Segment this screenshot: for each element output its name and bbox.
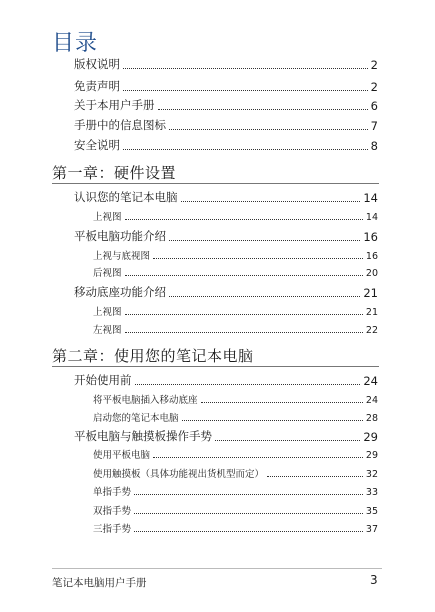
toc-entry-page: 2 — [370, 58, 378, 72]
leader-dots — [201, 402, 363, 403]
toc-entry-page: 21 — [363, 286, 378, 300]
toc-subentry-page: 24 — [365, 395, 378, 406]
toc-entry-page: 14 — [363, 191, 378, 205]
leader-dots — [123, 68, 368, 69]
toc-subentry-label: 启动您的笔记本电脑 — [93, 413, 179, 424]
toc-entry[interactable] — [74, 228, 378, 244]
leader-dots — [134, 494, 363, 495]
toc-subentry[interactable] — [93, 265, 378, 279]
toc-entry-label: 平板电脑功能介绍 — [74, 229, 166, 243]
toc-subentry[interactable] — [93, 322, 378, 336]
toc-subentry[interactable] — [93, 484, 378, 498]
toc-entry-label: 平板电脑与触摸板操作手势 — [74, 429, 212, 443]
toc-entry[interactable] — [74, 117, 378, 133]
leader-dots — [125, 219, 363, 220]
toc-title: 目录 — [52, 31, 99, 56]
leader-dots — [267, 476, 363, 477]
toc-entry[interactable] — [74, 97, 378, 113]
leader-dots — [123, 90, 368, 91]
toc-entry[interactable] — [74, 372, 378, 388]
toc-entry-label: 手册中的信息图标 — [74, 118, 166, 132]
toc-entry[interactable] — [74, 137, 378, 153]
toc-subentry[interactable] — [93, 466, 378, 480]
leader-dots — [153, 457, 363, 458]
leader-dots — [158, 109, 368, 110]
leader-dots — [123, 149, 368, 150]
toc-entry-page: 6 — [370, 99, 378, 113]
toc-entry-label: 关于本用户手册 — [74, 98, 155, 112]
toc-entry[interactable] — [74, 56, 378, 72]
toc-subentry[interactable] — [93, 521, 378, 535]
leader-dots — [169, 296, 360, 297]
toc-entry-label: 认识您的笔记本电脑 — [74, 190, 178, 204]
toc-subentry-label: 将平板电脑插入移动底座 — [93, 395, 198, 406]
toc-subentry-label: 后视图 — [93, 268, 122, 279]
footer-divider — [52, 568, 382, 569]
footer-page-number: 3 — [370, 573, 378, 587]
toc-subentry[interactable] — [93, 503, 378, 517]
toc-entry-page: 16 — [363, 230, 378, 244]
toc-entry[interactable] — [74, 428, 378, 444]
leader-dots — [134, 513, 363, 514]
toc-subentry-label: 上视与底视图 — [93, 251, 151, 262]
toc-subentry[interactable] — [93, 304, 378, 318]
toc-subentry-page: 14 — [365, 212, 378, 223]
toc-subentry-page: 28 — [365, 413, 378, 424]
toc-entry-label: 免责声明 — [74, 79, 120, 93]
leader-dots — [181, 201, 361, 202]
toc-entry-label: 版权说明 — [74, 57, 120, 71]
toc-entry-page: 2 — [370, 80, 378, 94]
toc-subentry-label: 双指手势 — [93, 506, 132, 517]
chapter-divider — [52, 366, 379, 367]
toc-subentry-page: 22 — [365, 325, 378, 336]
toc-subentry-label: 上视图 — [93, 212, 122, 223]
toc-subentry-label: 使用平板电脑 — [93, 450, 151, 461]
toc-subentry-page: 20 — [365, 268, 378, 279]
toc-subentry-page: 32 — [365, 469, 378, 480]
toc-subentry-label: 上视图 — [93, 307, 122, 318]
toc-subentry-page: 33 — [365, 487, 378, 498]
toc-entry-label: 开始使用前 — [74, 373, 132, 387]
toc-entry[interactable] — [74, 189, 378, 205]
footer-manual-title: 笔记本电脑用户手册 — [52, 577, 147, 589]
toc-subentry-label: 左视图 — [93, 325, 122, 336]
toc-entry-label: 安全说明 — [74, 138, 120, 152]
toc-entry-page: 29 — [363, 430, 378, 444]
toc-subentry[interactable] — [93, 209, 378, 223]
toc-subentry-label: 使用触摸板（具体功能视出货机型而定） — [93, 469, 265, 480]
toc-entry-page: 7 — [370, 119, 378, 133]
toc-entry[interactable] — [74, 284, 378, 300]
toc-entry[interactable] — [74, 78, 378, 94]
leader-dots — [153, 258, 363, 259]
toc-subentry-page: 35 — [365, 506, 378, 517]
leader-dots — [125, 314, 363, 315]
toc-subentry-page: 37 — [365, 524, 378, 535]
leader-dots — [135, 384, 361, 385]
toc-subentry-label: 三指手势 — [93, 524, 132, 535]
toc-entry-page: 24 — [363, 374, 378, 388]
chapter-heading: 第一章：硬件设置 — [52, 164, 177, 182]
toc-entry-page: 8 — [370, 139, 378, 153]
toc-subentry-page: 29 — [365, 450, 378, 461]
leader-dots — [169, 129, 368, 130]
leader-dots — [125, 275, 363, 276]
toc-entry-label: 移动底座功能介绍 — [74, 285, 166, 299]
toc-subentry[interactable] — [93, 248, 378, 262]
toc-subentry[interactable] — [93, 410, 378, 424]
leader-dots — [169, 240, 360, 241]
toc-subentry-label: 单指手势 — [93, 487, 132, 498]
toc-subentry-page: 16 — [365, 251, 378, 262]
leader-dots — [215, 440, 360, 441]
leader-dots — [134, 531, 363, 532]
toc-subentry[interactable] — [93, 447, 378, 461]
leader-dots — [125, 332, 363, 333]
toc-subentry[interactable] — [93, 392, 378, 406]
chapter-divider — [52, 183, 379, 184]
toc-subentry-page: 21 — [365, 307, 378, 318]
leader-dots — [182, 420, 363, 421]
chapter-heading: 第二章：使用您的笔记本电脑 — [52, 347, 254, 365]
